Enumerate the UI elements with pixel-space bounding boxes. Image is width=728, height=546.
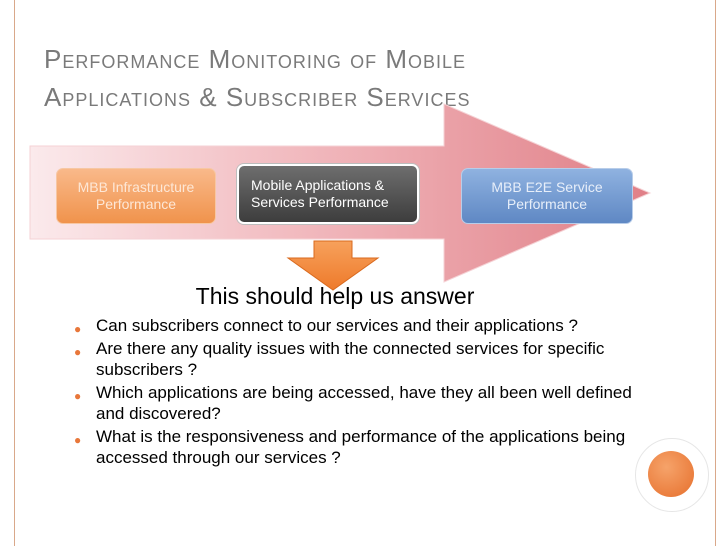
stage-label: MBB E2E Service Performance xyxy=(491,179,603,212)
slide-title-line-1: Performance Monitoring of Mobile xyxy=(44,44,467,74)
stage-mbb-e2e-service xyxy=(461,168,633,224)
bullet-text: Which applications are being accessed, have they all been well defined and discovered? xyxy=(96,383,632,423)
stage-mobile-applications xyxy=(237,164,419,224)
bullet-item xyxy=(74,338,634,380)
stage-label: Mobile Applications & Services Performance xyxy=(251,177,389,210)
stage-label: MBB Infrastructure Performance xyxy=(77,179,195,212)
bullet-item xyxy=(74,426,634,468)
bullet-item xyxy=(74,382,634,424)
decorative-orange-circle xyxy=(648,451,694,497)
bullet-dot-icon: ● xyxy=(74,322,82,336)
bullet-text: Are there any quality issues with the connected services for specific subscribers ? xyxy=(96,339,605,379)
bullet-dot-icon: ● xyxy=(74,389,82,403)
bullet-dot-icon: ● xyxy=(74,433,82,447)
bullet-text: What is the responsiveness and performance of the applications being accessed through our services ? xyxy=(96,427,626,467)
bullet-list xyxy=(74,315,634,470)
bullet-dot-icon: ● xyxy=(74,345,82,359)
section-heading: This should help us answer xyxy=(195,283,475,309)
slide-title-line-2: Applications & Subscriber Services xyxy=(44,82,471,112)
bullet-item xyxy=(74,315,634,336)
bullet-text: Can subscribers connect to our services and their applications ? xyxy=(96,316,578,335)
stage-mbb-infrastructure xyxy=(56,168,216,224)
